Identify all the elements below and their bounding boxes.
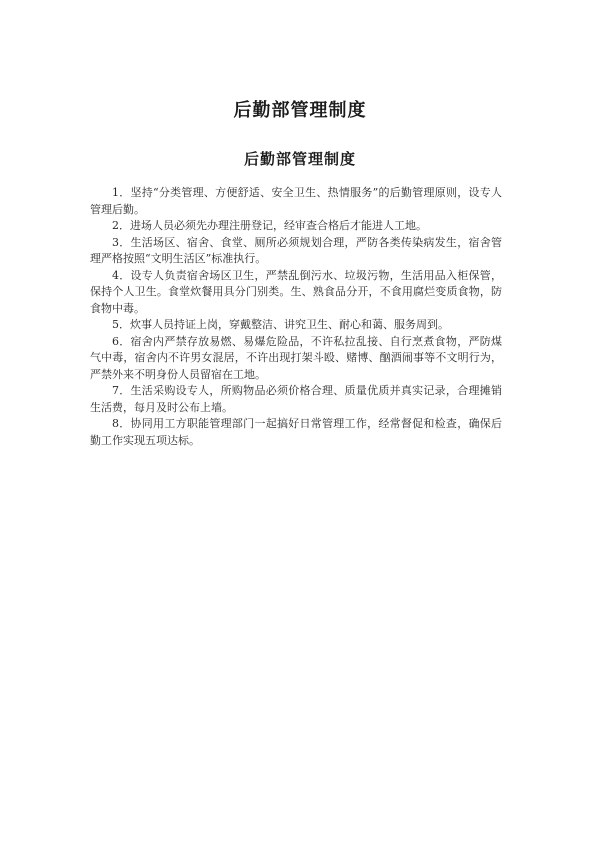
regulation-item: 8．协同用工方职能管理部门一起搞好日常管理工作，经常督促和检查，确保后勤工作实现五项达标。 <box>90 417 502 447</box>
regulation-item: 4．设专人负责宿舍场区卫生，严禁乱倒污水、垃圾污物，生活用品入柜保管，保持个人卫生。食堂炊餐用具分门别类。生、熟食品分开，不食用腐烂变质食物，防食物中毒。 <box>90 268 502 315</box>
document-title: 后勤部管理制度 <box>233 100 367 121</box>
regulation-item: 7．生活采购设专人，所购物品必须价格合理、质量优质并真实记录，合理摊销生活费，每月及时公布上墙。 <box>90 384 502 414</box>
regulation-item: 3．生活场区、宿舍、食堂、厕所必须规划合理，严防各类传染病发生，宿舍管理严格按照“文明生活区”标准执行。 <box>90 235 502 265</box>
regulation-list <box>90 185 502 449</box>
section-title: 后勤部管理制度 <box>243 150 356 168</box>
regulation-item: 2．进场人员必须先办理注册登记，经审查合格后才能进人工地。 <box>112 219 427 232</box>
regulation-item: 6．宿舍内严禁存放易燃、易爆危险品，不许私拉乱接、自行烹煮食物，严防煤气中毒，宿舍内不许男女混居，不许出现打架斗殴、赌博、酗酒闹事等不文明行为，严禁外来不明身份人员留宿在工地。 <box>90 334 502 381</box>
regulation-item: 5．炊事人员持证上岗，穿戴整洁、讲究卫生、耐心和蔼、服务周到。 <box>112 318 449 331</box>
regulation-item: 1．坚持“分类管理、方便舒适、安全卫生、热情服务”的后勤管理原则，设专人管理后勤。 <box>90 186 502 216</box>
